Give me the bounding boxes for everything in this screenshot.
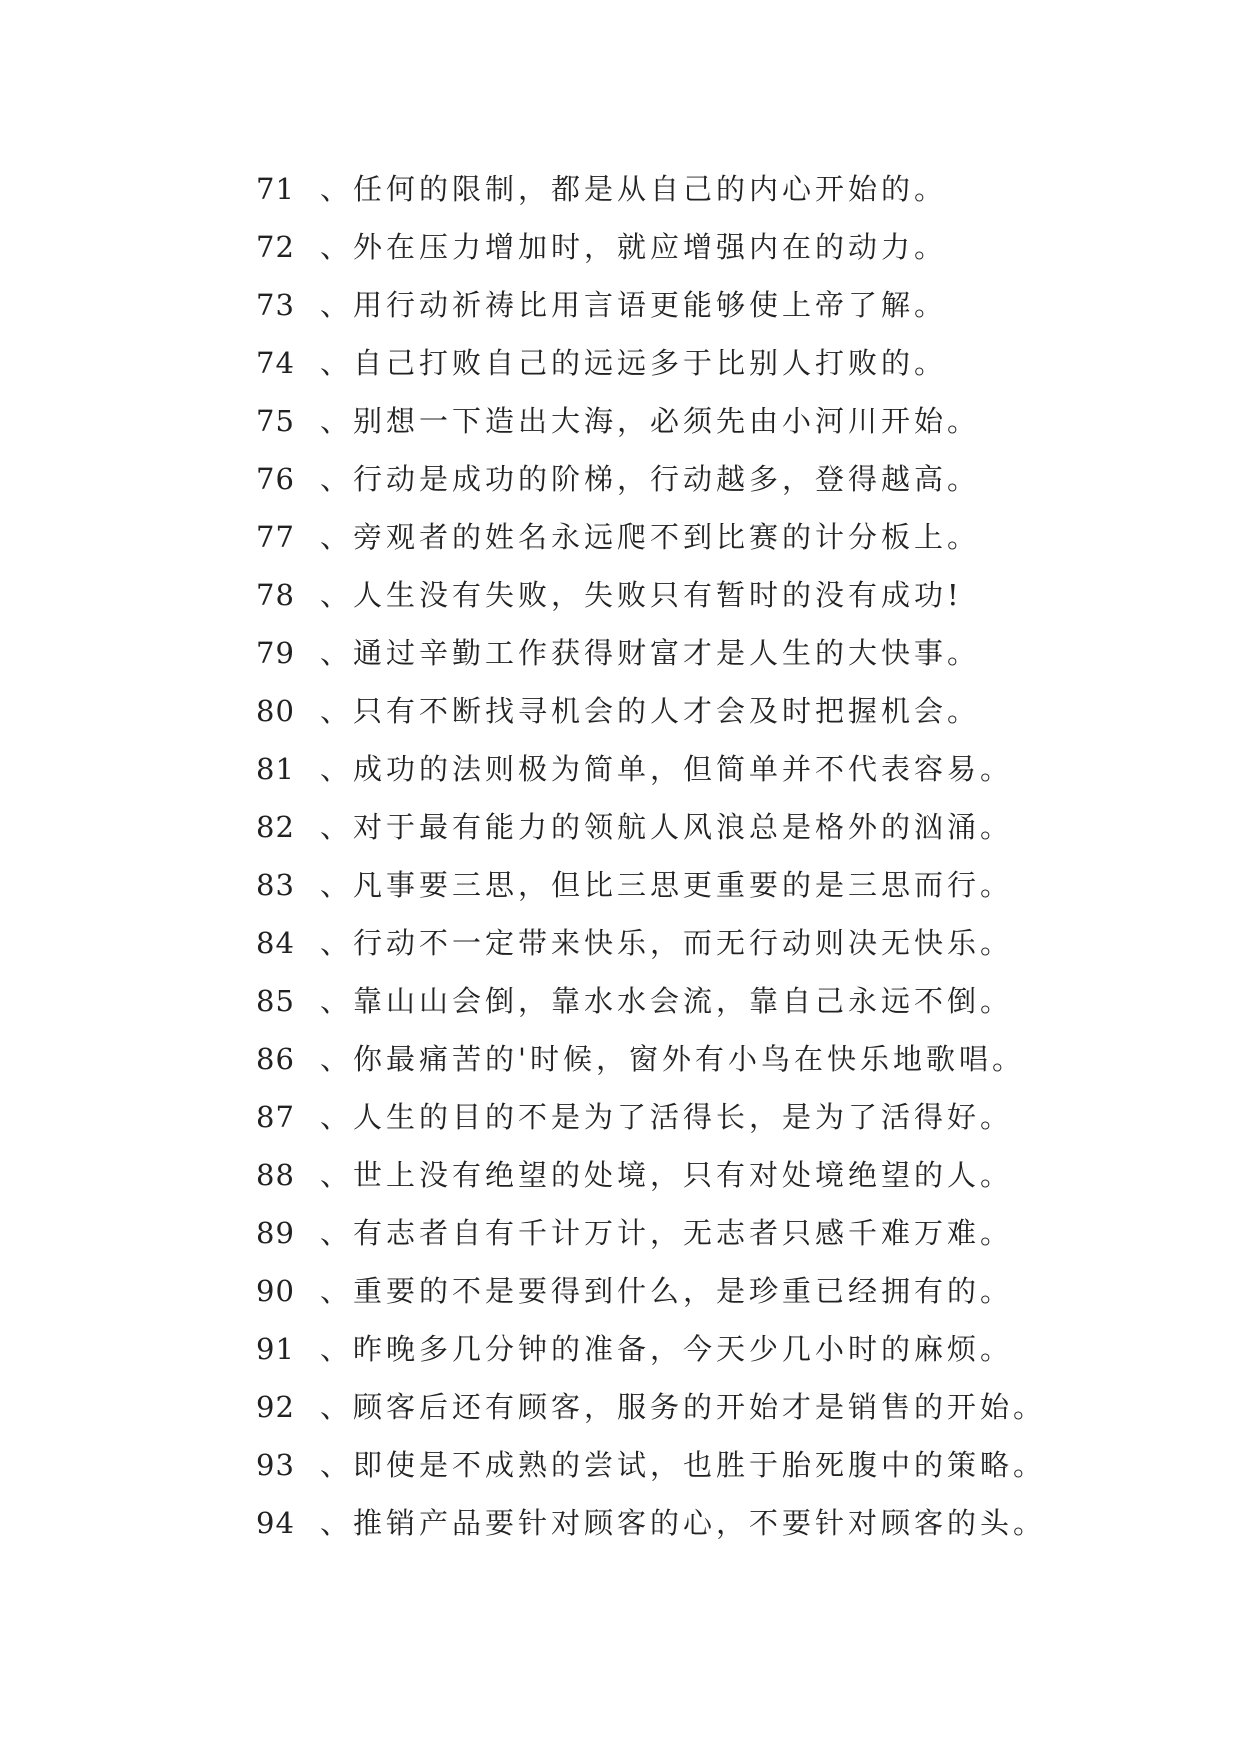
item-number: 91 — [256, 1332, 295, 1366]
item-number: 92 — [256, 1390, 295, 1424]
item-number: 76 — [256, 462, 295, 496]
item-number: 93 — [256, 1448, 295, 1482]
list-item — [0, 1146, 1241, 1204]
list-item — [0, 682, 1241, 740]
list-item — [0, 334, 1241, 392]
list-item — [0, 914, 1241, 972]
list-item — [0, 1494, 1241, 1552]
item-text: 、行动是成功的阶梯，行动越多，登得越高。 — [320, 462, 981, 496]
item-text: 、昨晚多几分钟的准备，今天少几小时的麻烦。 — [320, 1332, 1014, 1366]
list-item — [0, 798, 1241, 856]
item-text: 、自己打败自己的远远多于比别人打败的。 — [320, 346, 948, 380]
list-item — [0, 1088, 1241, 1146]
list-item — [0, 1204, 1241, 1262]
item-text: 、靠山山会倒，靠水水会流，靠自己永远不倒。 — [320, 984, 1014, 1018]
item-number: 78 — [256, 578, 295, 612]
item-text: 、成功的法则极为简单，但简单并不代表容易。 — [320, 752, 1014, 786]
item-text: 、只有不断找寻机会的人才会及时把握机会。 — [320, 694, 981, 728]
item-text: 、即使是不成熟的尝试，也胜于胎死腹中的策略。 — [320, 1448, 1047, 1482]
item-number: 71 — [256, 172, 295, 206]
item-number: 88 — [256, 1158, 295, 1192]
list-item — [0, 1320, 1241, 1378]
item-text: 、顾客后还有顾客，服务的开始才是销售的开始。 — [320, 1390, 1047, 1424]
item-number: 84 — [256, 926, 295, 960]
list-item — [0, 218, 1241, 276]
list-item — [0, 1030, 1241, 1088]
list-item — [0, 450, 1241, 508]
item-text: 、凡事要三思，但比三思更重要的是三思而行。 — [320, 868, 1014, 902]
item-number: 77 — [256, 520, 295, 554]
item-number: 85 — [256, 984, 295, 1018]
quote-list — [0, 160, 1241, 1552]
list-item — [0, 972, 1241, 1030]
item-number: 73 — [256, 288, 295, 322]
list-item — [0, 856, 1241, 914]
item-number: 74 — [256, 346, 295, 380]
item-number: 75 — [256, 404, 295, 438]
item-number: 82 — [256, 810, 295, 844]
list-item — [0, 1436, 1241, 1494]
list-item — [0, 392, 1241, 450]
item-number: 86 — [256, 1042, 295, 1076]
list-item — [0, 160, 1241, 218]
item-text: 、推销产品要针对顾客的心，不要针对顾客的头。 — [320, 1506, 1047, 1540]
item-text: 、世上没有绝望的处境，只有对处境绝望的人。 — [320, 1158, 1014, 1192]
list-item — [0, 1378, 1241, 1436]
item-number: 80 — [256, 694, 295, 728]
item-text: 、别想一下造出大海，必须先由小河川开始。 — [320, 404, 981, 438]
list-item — [0, 1262, 1241, 1320]
item-number: 72 — [256, 230, 295, 264]
list-item — [0, 624, 1241, 682]
item-number: 83 — [256, 868, 295, 902]
item-text: 、重要的不是要得到什么，是珍重已经拥有的。 — [320, 1274, 1014, 1308]
item-text: 、人生的目的不是为了活得长，是为了活得好。 — [320, 1100, 1014, 1134]
item-text: 、行动不一定带来快乐，而无行动则决无快乐。 — [320, 926, 1014, 960]
item-number: 79 — [256, 636, 295, 670]
list-item — [0, 566, 1241, 624]
item-text: 、有志者自有千计万计，无志者只感千难万难。 — [320, 1216, 1014, 1250]
item-number: 87 — [256, 1100, 295, 1134]
item-text: 、旁观者的姓名永远爬不到比赛的计分板上。 — [320, 520, 981, 554]
item-number: 81 — [256, 752, 295, 786]
item-text: 、外在压力增加时，就应增强内在的动力。 — [320, 230, 948, 264]
item-number: 90 — [256, 1274, 295, 1308]
list-item — [0, 508, 1241, 566]
item-text: 、通过辛勤工作获得财富才是人生的大快事。 — [320, 636, 981, 670]
list-item — [0, 740, 1241, 798]
item-text: 、对于最有能力的领航人风浪总是格外的汹涌。 — [320, 810, 1014, 844]
item-text: 、用行动祈祷比用言语更能够使上帝了解。 — [320, 288, 948, 322]
item-text: 、你最痛苦的'时候，窗外有小鸟在快乐地歌唱。 — [320, 1042, 1025, 1076]
item-text: 、任何的限制，都是从自己的内心开始的。 — [320, 172, 948, 206]
list-item — [0, 276, 1241, 334]
item-number: 94 — [256, 1506, 295, 1540]
item-text: 、人生没有失败，失败只有暂时的没有成功! — [320, 578, 963, 612]
item-number: 89 — [256, 1216, 295, 1250]
